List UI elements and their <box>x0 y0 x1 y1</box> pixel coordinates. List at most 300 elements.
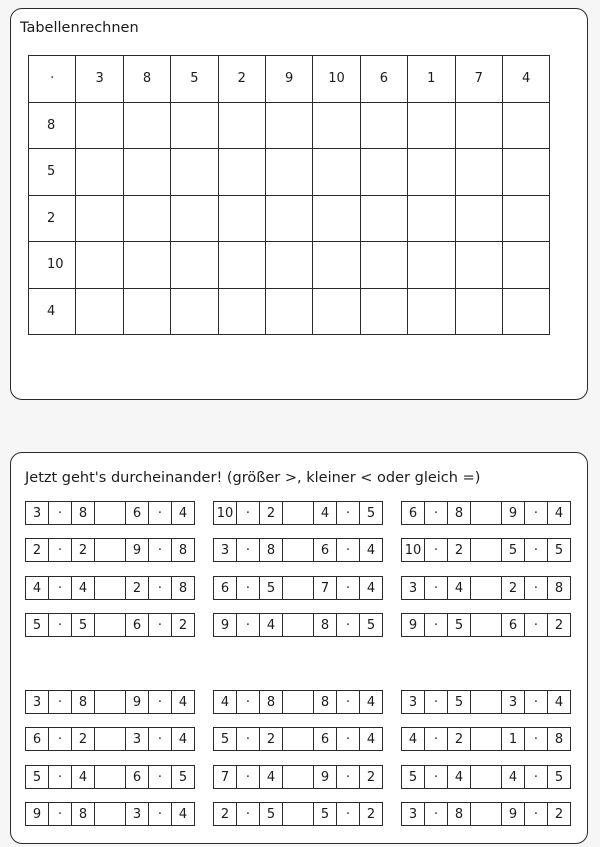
right-product <box>313 802 383 826</box>
operator-cell: · <box>337 614 360 636</box>
answer-cell[interactable] <box>171 102 218 149</box>
operator-cell: · <box>525 502 548 524</box>
left-product <box>213 501 283 525</box>
answer-cell[interactable] <box>265 102 312 149</box>
factor-cell: 10 <box>214 502 237 524</box>
operator-cell: · <box>49 766 72 788</box>
operator-cell: · <box>49 728 72 750</box>
factor-cell: 2 <box>126 577 149 599</box>
right-product <box>125 765 195 789</box>
answer-cell[interactable] <box>265 149 312 196</box>
left-product <box>213 727 283 751</box>
comparison-sign-field[interactable] <box>283 765 313 789</box>
answer-cell[interactable] <box>502 149 549 196</box>
right-product <box>313 576 383 600</box>
factor-cell: 5 <box>454 694 464 710</box>
operator-cell: · <box>49 691 72 713</box>
right-product <box>313 690 383 714</box>
right-product <box>501 613 571 637</box>
answer-cell[interactable] <box>76 195 123 242</box>
factor-cell: 2 <box>502 577 525 599</box>
left-product <box>213 690 283 714</box>
left-product <box>401 765 471 789</box>
answer-cell[interactable] <box>455 242 502 289</box>
factor-cell: 5 <box>366 617 376 633</box>
comparison-sign-field[interactable] <box>95 727 125 751</box>
right-product <box>501 802 571 826</box>
factor-cell: 6 <box>314 539 337 561</box>
factor-cell: 7 <box>314 577 337 599</box>
factor-cell: 4 <box>366 694 376 710</box>
factor-cell: 6 <box>26 728 49 750</box>
operator-cell: · <box>525 539 548 561</box>
left-product <box>401 613 471 637</box>
answer-cell[interactable] <box>455 149 502 196</box>
factor-cell: 6 <box>126 614 149 636</box>
factor-cell: 2 <box>26 539 49 561</box>
answer-cell[interactable] <box>313 288 360 335</box>
answer-cell[interactable] <box>408 102 455 149</box>
comparison-item <box>213 802 383 826</box>
table-row <box>29 149 550 196</box>
factor-cell: 6 <box>502 614 525 636</box>
left-product <box>401 727 471 751</box>
answer-cell[interactable] <box>265 288 312 335</box>
right-product <box>125 613 195 637</box>
factor-cell: 7 <box>214 766 237 788</box>
answer-cell[interactable] <box>408 149 455 196</box>
comparison-sign-field[interactable] <box>471 690 501 714</box>
comparison-item <box>401 576 571 600</box>
answer-cell[interactable] <box>455 288 502 335</box>
comparison-item <box>401 501 571 525</box>
operator-cell: · <box>425 614 448 636</box>
comparison-item <box>401 802 571 826</box>
comparison-item <box>213 727 383 751</box>
answer-cell[interactable] <box>502 242 549 289</box>
factor-cell: 4 <box>266 769 276 785</box>
left-product <box>401 576 471 600</box>
comparison-sign-field[interactable] <box>95 690 125 714</box>
factor-cell: 4 <box>78 769 88 785</box>
comparison-sign-field[interactable] <box>95 765 125 789</box>
factor-cell: 1 <box>502 728 525 750</box>
factor-cell: 8 <box>454 806 464 822</box>
factor-cell: 9 <box>314 766 337 788</box>
factor-cell: 4 <box>554 505 564 521</box>
factor-cell: 4 <box>78 580 88 596</box>
table-column-header: 2 <box>218 56 265 103</box>
left-product <box>213 613 283 637</box>
answer-cell[interactable] <box>313 242 360 289</box>
comparison-instructions: Jetzt geht's durcheinander! (größer >, kleiner < oder gleich =) <box>25 470 481 486</box>
operator-cell: · <box>337 728 360 750</box>
operator-cell: · <box>337 766 360 788</box>
left-product <box>401 802 471 826</box>
operator-cell: · <box>149 803 172 825</box>
factor-cell: 2 <box>266 731 276 747</box>
factor-cell: 9 <box>26 803 49 825</box>
answer-cell[interactable] <box>455 195 502 242</box>
factor-cell: 5 <box>26 614 49 636</box>
table-row <box>29 102 550 149</box>
comparison-sign-field[interactable] <box>471 765 501 789</box>
factor-cell: 2 <box>178 617 188 633</box>
factor-cell: 4 <box>502 766 525 788</box>
factor-cell: 9 <box>214 614 237 636</box>
right-product <box>125 576 195 600</box>
answer-cell[interactable] <box>408 288 455 335</box>
factor-cell: 8 <box>178 580 188 596</box>
operator-cell: · <box>425 691 448 713</box>
answer-cell[interactable] <box>76 149 123 196</box>
operator-cell: · <box>425 803 448 825</box>
factor-cell: 8 <box>178 542 188 558</box>
operator-cell: · <box>525 803 548 825</box>
left-product <box>213 802 283 826</box>
table-row-header: 2 <box>29 195 76 242</box>
answer-cell[interactable] <box>313 195 360 242</box>
answer-cell[interactable] <box>76 242 123 289</box>
factor-cell: 9 <box>402 614 425 636</box>
operator-cell: · <box>149 614 172 636</box>
answer-cell[interactable] <box>76 102 123 149</box>
factor-cell: 2 <box>214 803 237 825</box>
answer-cell[interactable] <box>171 242 218 289</box>
comparison-sign-field[interactable] <box>283 802 313 826</box>
factor-cell: 5 <box>402 766 425 788</box>
table-column-header: 3 <box>76 56 123 103</box>
factor-cell: 9 <box>126 691 149 713</box>
factor-cell: 3 <box>402 803 425 825</box>
table-column-header: 5 <box>171 56 218 103</box>
answer-cell[interactable] <box>408 242 455 289</box>
factor-cell: 4 <box>178 731 188 747</box>
factor-cell: 2 <box>78 542 88 558</box>
answer-cell[interactable] <box>218 149 265 196</box>
comparison-sign-field[interactable] <box>471 802 501 826</box>
answer-cell[interactable] <box>360 288 407 335</box>
comparison-sign-field[interactable] <box>95 802 125 826</box>
table-header-row <box>29 56 550 103</box>
factor-cell: 4 <box>366 542 376 558</box>
comparison-sign-field[interactable] <box>471 538 501 562</box>
operator-cell: · <box>425 577 448 599</box>
answer-cell[interactable] <box>360 242 407 289</box>
factor-cell: 6 <box>214 577 237 599</box>
comparison-item <box>213 501 383 525</box>
table-column-header: 4 <box>502 56 549 103</box>
factor-cell: 2 <box>266 505 276 521</box>
factor-cell: 6 <box>126 502 149 524</box>
factor-cell: 5 <box>502 539 525 561</box>
comparison-sign-field[interactable] <box>283 613 313 637</box>
operator-cell: · <box>149 766 172 788</box>
comparison-item <box>25 690 195 714</box>
answer-cell[interactable] <box>218 288 265 335</box>
factor-cell: 6 <box>126 766 149 788</box>
operator-cell: · <box>525 691 548 713</box>
operator-cell: · <box>237 691 260 713</box>
comparison-sign-field[interactable] <box>95 576 125 600</box>
factor-cell: 3 <box>402 577 425 599</box>
left-product <box>25 765 95 789</box>
operator-cell: · <box>237 803 260 825</box>
left-product <box>25 538 95 562</box>
comparison-sign-field[interactable] <box>283 501 313 525</box>
factor-cell: 5 <box>266 580 276 596</box>
answer-cell[interactable] <box>171 149 218 196</box>
answer-cell[interactable] <box>123 288 170 335</box>
answer-cell[interactable] <box>360 195 407 242</box>
operator-cell: · <box>49 502 72 524</box>
table-column-header: 6 <box>360 56 407 103</box>
operator-cell: · <box>149 577 172 599</box>
operator-cell: · <box>237 614 260 636</box>
comparison-item <box>25 613 195 637</box>
answer-cell[interactable] <box>123 242 170 289</box>
table-row-header: 10 <box>29 242 76 289</box>
right-product <box>501 690 571 714</box>
comparison-item <box>25 727 195 751</box>
factor-cell: 4 <box>402 728 425 750</box>
right-product <box>501 765 571 789</box>
factor-cell: 3 <box>214 539 237 561</box>
factor-cell: 8 <box>266 542 276 558</box>
operator-cell: · <box>425 766 448 788</box>
answer-cell[interactable] <box>218 242 265 289</box>
answer-cell[interactable] <box>408 195 455 242</box>
operator-cell: · <box>49 803 72 825</box>
answer-cell[interactable] <box>360 149 407 196</box>
comparison-item <box>213 576 383 600</box>
factor-cell: 4 <box>366 731 376 747</box>
factor-cell: 2 <box>454 731 464 747</box>
factor-cell: 9 <box>502 803 525 825</box>
table-column-header: 8 <box>123 56 170 103</box>
factor-cell: 4 <box>178 694 188 710</box>
answer-cell[interactable] <box>218 102 265 149</box>
right-product <box>313 613 383 637</box>
comparison-item <box>213 613 383 637</box>
right-product <box>313 501 383 525</box>
factor-cell: 5 <box>178 769 188 785</box>
factor-cell: 3 <box>126 803 149 825</box>
left-product <box>25 802 95 826</box>
factor-cell: 9 <box>502 502 525 524</box>
answer-cell[interactable] <box>502 288 549 335</box>
answer-cell[interactable] <box>455 102 502 149</box>
multiplication-table-title: Tabellenrechnen <box>20 20 139 36</box>
factor-cell: 3 <box>502 691 525 713</box>
table-column-header: 1 <box>408 56 455 103</box>
right-product <box>501 501 571 525</box>
factor-cell: 5 <box>78 617 88 633</box>
factor-cell: 8 <box>314 614 337 636</box>
operator-cell: · <box>337 539 360 561</box>
answer-cell[interactable] <box>265 242 312 289</box>
operator-cell: · <box>337 691 360 713</box>
comparison-sign-field[interactable] <box>283 727 313 751</box>
factor-cell: 8 <box>454 505 464 521</box>
comparison-item <box>25 501 195 525</box>
comparison-item <box>401 613 571 637</box>
right-product <box>313 727 383 751</box>
factor-cell: 4 <box>366 580 376 596</box>
table-column-header: 7 <box>455 56 502 103</box>
factor-cell: 8 <box>78 505 88 521</box>
factor-cell: 2 <box>366 806 376 822</box>
answer-cell[interactable] <box>76 288 123 335</box>
factor-cell: 8 <box>554 731 564 747</box>
right-product <box>125 727 195 751</box>
operator-cell: · <box>425 728 448 750</box>
operator-cell: · <box>49 539 72 561</box>
operator-cell: · <box>237 539 260 561</box>
left-product <box>401 501 471 525</box>
factor-cell: 8 <box>314 691 337 713</box>
factor-cell: 5 <box>214 728 237 750</box>
factor-cell: 2 <box>454 542 464 558</box>
factor-cell: 5 <box>554 769 564 785</box>
comparison-sign-field[interactable] <box>471 613 501 637</box>
factor-cell: 4 <box>454 580 464 596</box>
factor-cell: 5 <box>554 542 564 558</box>
answer-cell[interactable] <box>123 149 170 196</box>
operator-cell: · <box>337 502 360 524</box>
answer-cell[interactable] <box>123 102 170 149</box>
comparison-sign-field[interactable] <box>95 613 125 637</box>
comparison-sign-field[interactable] <box>471 727 501 751</box>
factor-cell: 10 <box>402 539 425 561</box>
left-product <box>25 613 95 637</box>
factor-cell: 2 <box>366 769 376 785</box>
operator-cell: · <box>237 577 260 599</box>
table-column-header: 10 <box>313 56 360 103</box>
operator-cell: · <box>337 577 360 599</box>
operator-cell: · <box>49 614 72 636</box>
right-product <box>125 538 195 562</box>
comparison-sign-field[interactable] <box>95 501 125 525</box>
operator-cell: · <box>149 502 172 524</box>
right-product <box>125 690 195 714</box>
right-product <box>313 765 383 789</box>
factor-cell: 3 <box>26 691 49 713</box>
table-row-header: 5 <box>29 149 76 196</box>
answer-cell[interactable] <box>313 149 360 196</box>
factor-cell: 3 <box>26 502 49 524</box>
right-product <box>125 501 195 525</box>
table-row <box>29 288 550 335</box>
operator-cell: · <box>149 691 172 713</box>
operator-cell: · <box>525 614 548 636</box>
answer-cell[interactable] <box>171 195 218 242</box>
multiplication-table <box>28 55 550 335</box>
factor-cell: 4 <box>26 577 49 599</box>
factor-cell: 5 <box>26 766 49 788</box>
answer-cell[interactable] <box>360 102 407 149</box>
table-row <box>29 242 550 289</box>
factor-cell: 3 <box>402 691 425 713</box>
comparison-item <box>25 802 195 826</box>
comparison-sign-field[interactable] <box>471 501 501 525</box>
factor-cell: 3 <box>126 728 149 750</box>
factor-cell: 4 <box>178 505 188 521</box>
answer-cell[interactable] <box>171 288 218 335</box>
operator-cell: · <box>237 766 260 788</box>
comparison-item <box>401 727 571 751</box>
comparison-sign-field[interactable] <box>471 576 501 600</box>
factor-cell: 8 <box>78 694 88 710</box>
answer-cell[interactable] <box>313 102 360 149</box>
answer-cell[interactable] <box>502 102 549 149</box>
comparison-item <box>213 765 383 789</box>
comparison-sign-field[interactable] <box>283 690 313 714</box>
factor-cell: 2 <box>554 806 564 822</box>
operator-cell: · <box>525 766 548 788</box>
comparison-sign-field[interactable] <box>283 576 313 600</box>
operator-cell: · <box>525 577 548 599</box>
factor-cell: 4 <box>178 806 188 822</box>
comparison-sign-field[interactable] <box>95 538 125 562</box>
right-product <box>501 576 571 600</box>
factor-cell: 6 <box>314 728 337 750</box>
factor-cell: 9 <box>126 539 149 561</box>
left-product <box>25 576 95 600</box>
left-product <box>25 690 95 714</box>
right-product <box>501 727 571 751</box>
left-product <box>25 727 95 751</box>
operator-cell: · <box>525 728 548 750</box>
left-product <box>213 576 283 600</box>
comparison-item <box>213 538 383 562</box>
factor-cell: 5 <box>314 803 337 825</box>
right-product <box>501 538 571 562</box>
factor-cell: 2 <box>554 617 564 633</box>
right-product <box>125 802 195 826</box>
comparison-item <box>25 576 195 600</box>
comparison-item <box>401 765 571 789</box>
left-product <box>401 690 471 714</box>
factor-cell: 5 <box>266 806 276 822</box>
factor-cell: 4 <box>214 691 237 713</box>
comparison-sign-field[interactable] <box>283 538 313 562</box>
factor-cell: 5 <box>454 617 464 633</box>
comparison-item <box>213 690 383 714</box>
factor-cell: 4 <box>266 617 276 633</box>
answer-cell[interactable] <box>218 195 265 242</box>
factor-cell: 5 <box>366 505 376 521</box>
operator-cell: · <box>425 539 448 561</box>
comparison-item <box>25 765 195 789</box>
table-row-header: 4 <box>29 288 76 335</box>
table-operator-cell: · <box>29 56 76 103</box>
left-product <box>25 501 95 525</box>
operator-cell: · <box>149 728 172 750</box>
operator-cell: · <box>237 728 260 750</box>
left-product <box>213 538 283 562</box>
answer-cell[interactable] <box>502 195 549 242</box>
table-column-header: 9 <box>265 56 312 103</box>
answer-cell[interactable] <box>265 195 312 242</box>
factor-cell: 8 <box>78 806 88 822</box>
operator-cell: · <box>237 502 260 524</box>
factor-cell: 4 <box>454 769 464 785</box>
answer-cell[interactable] <box>123 195 170 242</box>
operator-cell: · <box>149 539 172 561</box>
operator-cell: · <box>337 803 360 825</box>
table-row-header: 8 <box>29 102 76 149</box>
